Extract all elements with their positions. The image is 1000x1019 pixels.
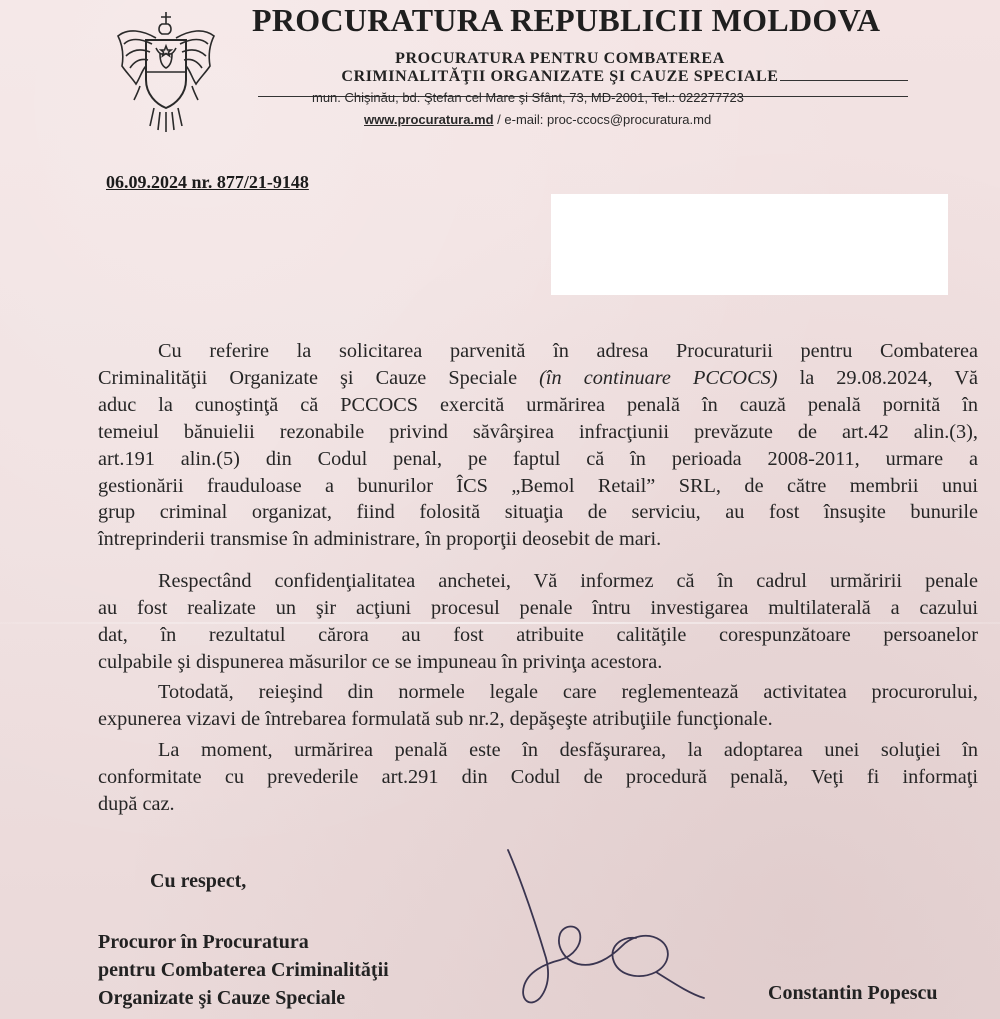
coat-of-arms-icon: [112, 8, 220, 136]
text-line: grup criminal organizat, fiind folosită situaţia de serviciu, au fost însuşite bunurile: [98, 501, 978, 524]
header-rule-short: [780, 80, 908, 81]
text-line: La moment, urmărirea penală este în desfăşurarea, la adoptarea unei soluţiei în: [158, 739, 978, 761]
signatory-name: Constantin Popescu: [768, 982, 938, 1004]
paragraph-3: [98, 679, 978, 733]
text-line: dat, în rezultatul cărora au fost atribuite calităţile corespunzătoare persoanelor: [98, 623, 978, 646]
text-line: conformitate cu prevederile art.291 din Codul de procedură penală, Veţi fi informaţi: [98, 765, 978, 788]
document-reference: 06.09.2024 nr. 877/21-9148: [106, 172, 309, 192]
website-link[interactable]: www.procuratura.md: [364, 112, 494, 127]
text-line: expunerea vizavi de întrebarea formulată sub nr.2, depăşeşte atribuţiile funcţionale.: [98, 707, 773, 730]
signatory-title-line: pentru Combaterea Criminalităţii: [98, 959, 389, 981]
italic-abbrev: (în continuare PCCOCS): [539, 366, 778, 389]
handwritten-signature: [490, 848, 720, 1019]
text-line: întreprinderii transmise în administrare, în proporţii deosebit de mari.: [98, 528, 662, 551]
signatory-title-line: Procuror în Procuratura: [98, 931, 309, 953]
text-line: după caz.: [98, 792, 175, 815]
closing-salutation: Cu respect,: [150, 870, 247, 892]
signatory-title: [98, 928, 389, 1012]
paragraph-1: [98, 338, 978, 553]
redacted-recipient-block: [551, 194, 948, 295]
text-line: culpabile şi dispunerea măsurilor ce se impuneau în privinţa acestora.: [98, 650, 663, 673]
text-line: gestionării frauduloase a bunurilor ÎCS „Bemol Retail” SRL, de către membrii unui: [98, 474, 978, 497]
text-line: Respectând confidenţialitatea anchetei, Vă informez că în cadrul urmăririi penale: [158, 570, 978, 592]
text-line: Totodată, reieşind din normele legale care reglementează activitatea procurorului,: [158, 681, 978, 703]
email-text: / e-mail: proc-ccocs@procuratura.md: [497, 112, 712, 127]
address-line: mun. Chişinău, bd. Ştefan cel Mare şi Sfânt, 73, MD-2001, Tel.: 022277723: [312, 90, 744, 105]
text-line: art.191 alin.(5) din Codul penal, pe faptul că în perioada 2008-2011, urmare a: [98, 447, 978, 470]
text-line: temeiul bănuielii rezonabile privind săvârşirea infracţiunii prevăzute de art.42 alin.(3),: [98, 420, 978, 443]
paragraph-2: [98, 568, 978, 676]
text-line: aduc la cunoştinţă că PCCOCS exercită urmărirea penală în cauză penală pornită în: [98, 393, 978, 416]
text-line: au fost realizate un şir acţiuni procesul penale întru investigarea multilaterală a cazului: [98, 596, 978, 619]
department-name-line2: CRIMINALITĂŢII ORGANIZATE ŞI CAUZE SPECIALE: [341, 68, 779, 85]
text-segment: la 29.08.2024, Vă: [777, 366, 978, 389]
contact-line: [364, 112, 711, 127]
organization-title: PROCURATURA REPUBLICII MOLDOVA: [252, 2, 881, 38]
signatory-title-line: Organizate şi Cauze Speciale: [98, 987, 346, 1009]
text-segment: Criminalităţii Organizate şi Cauze Speciale: [98, 366, 540, 389]
paragraph-4: [98, 737, 978, 818]
text-line: Cu referire la solicitarea parvenită în adresa Procuraturii pentru Combaterea: [158, 340, 978, 362]
department-name-line1: PROCURATURA PENTRU COMBATEREA: [395, 50, 725, 67]
text-line: [98, 365, 978, 392]
